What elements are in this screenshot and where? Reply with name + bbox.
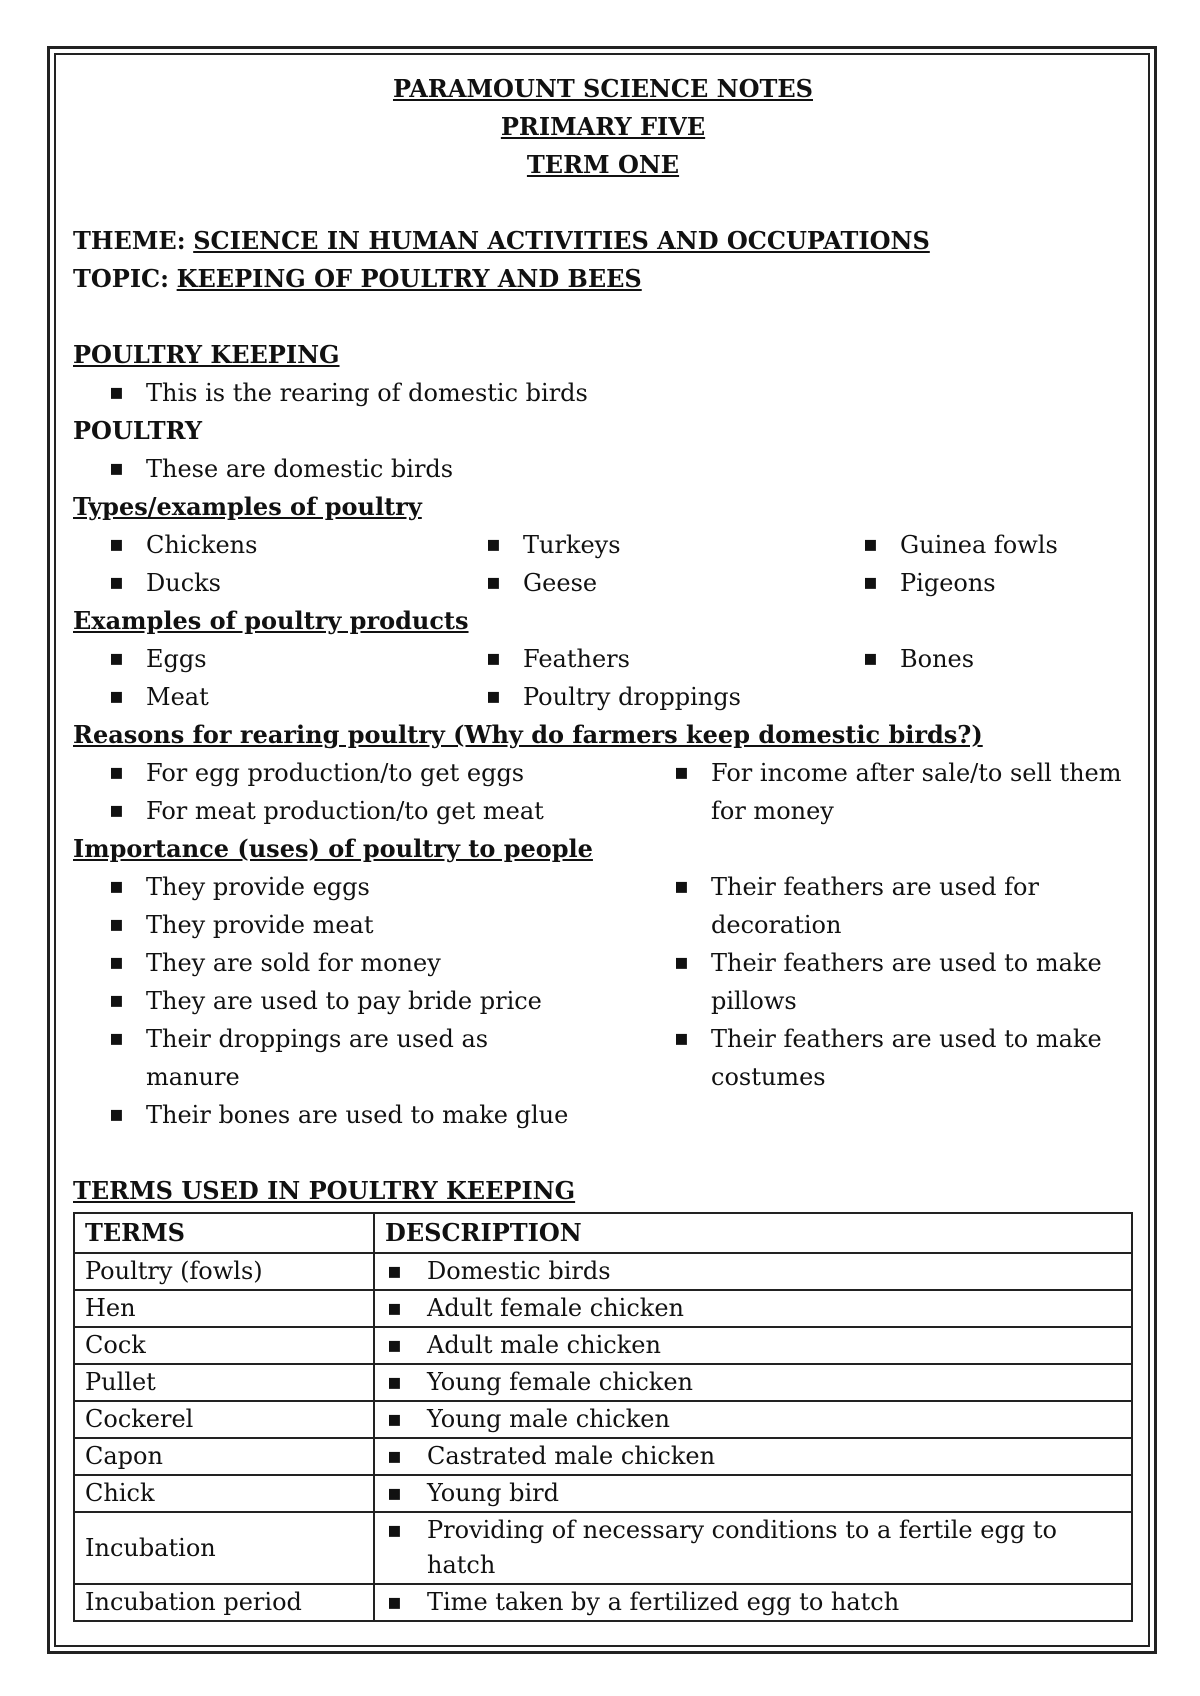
poultry-heading: POULTRY: [73, 416, 202, 445]
list-item: ▪ Meat: [73, 678, 450, 716]
table-row: [74, 1290, 1132, 1327]
list-item: ▪ For egg production/to get eggs: [73, 754, 638, 792]
list-item: ▪ Guinea fowls: [827, 526, 1133, 564]
term-cell: Poultry (fowls): [74, 1253, 374, 1290]
term-cell: Cock: [74, 1327, 374, 1364]
list-item: ▪ Their feathers are used to make pillows: [638, 944, 1133, 1020]
products-list: [73, 640, 1133, 716]
doc-title: PARAMOUNT SCIENCE NOTES: [392, 74, 813, 103]
table-row: [74, 1512, 1132, 1584]
column-header-terms: TERMS: [74, 1213, 374, 1253]
list-item: ▪ Their feathers are used to make costumes: [638, 1020, 1133, 1096]
types-list: [73, 526, 1133, 602]
description-cell: ▪ Young female chicken: [374, 1364, 1132, 1401]
topic-value: KEEPING OF POULTRY AND BEES: [176, 264, 642, 293]
list-item: ▪ Chickens: [73, 526, 450, 564]
list-item: ▪ For income after sale/to sell them for money: [638, 754, 1133, 830]
importance-heading: Importance (uses) of poultry to people: [73, 834, 593, 863]
term-cell: Hen: [74, 1290, 374, 1327]
term-cell: Pullet: [74, 1364, 374, 1401]
terms-heading: TERMS USED IN POULTRY KEEPING: [73, 1176, 576, 1205]
term-cell: Cockerel: [74, 1401, 374, 1438]
list-item: ▪ Pigeons: [827, 564, 1133, 602]
term-cell: Incubation: [74, 1512, 374, 1584]
table-row: [74, 1364, 1132, 1401]
list-item: ▪ Their feathers are used for decoration: [638, 868, 1133, 944]
description-cell: ▪ Young bird: [374, 1475, 1132, 1512]
column-header-description: DESCRIPTION: [374, 1213, 1132, 1253]
description-cell: ▪ Providing of necessary conditions to a fertile egg to hatch: [374, 1512, 1132, 1584]
list-item: ▪ Feathers: [450, 640, 827, 678]
list-item: ▪ Poultry droppings: [450, 678, 827, 716]
list-item: ▪ Geese: [450, 564, 827, 602]
reasons-list: [73, 754, 1133, 830]
list-item: ▪ They provide meat: [73, 906, 638, 944]
list-item: ▪ They are used to pay bride price: [73, 982, 638, 1020]
list-item: ▪ Bones: [827, 640, 1133, 678]
term-cell: Capon: [74, 1438, 374, 1475]
term-cell: Incubation period: [74, 1584, 374, 1621]
description-cell: ▪ Domestic birds: [374, 1253, 1132, 1290]
list-item: ▪ For meat production/to get meat: [73, 792, 638, 830]
table-header-row: [74, 1213, 1132, 1253]
theme-label: THEME:: [73, 226, 186, 255]
topic-line: [73, 260, 1133, 298]
table-row: [74, 1327, 1132, 1364]
poultry-definition: ▪ These are domestic birds: [73, 450, 1133, 488]
table-row: [74, 1584, 1132, 1621]
table-row: [74, 1253, 1132, 1290]
list-item: ▪ They provide eggs: [73, 868, 638, 906]
importance-list: [73, 868, 1133, 1134]
poultry-keeping-definition: ▪ This is the rearing of domestic birds: [73, 374, 1133, 412]
topic-label: TOPIC:: [73, 264, 169, 293]
description-cell: ▪ Young male chicken: [374, 1401, 1132, 1438]
table-row: [74, 1438, 1132, 1475]
list-item: ▪ Ducks: [73, 564, 450, 602]
description-cell: ▪ Castrated male chicken: [374, 1438, 1132, 1475]
doc-term: TERM ONE: [526, 150, 680, 179]
poultry-keeping-heading: POULTRY KEEPING: [73, 340, 340, 369]
list-item: ▪ Their droppings are used as manure: [73, 1020, 526, 1096]
doc-class: PRIMARY FIVE: [500, 112, 706, 141]
list-item: ▪ Eggs: [73, 640, 450, 678]
reasons-heading: Reasons for rearing poultry (Why do farmers keep domestic birds?): [73, 720, 983, 749]
theme-value: SCIENCE IN HUMAN ACTIVITIES AND OCCUPATIONS: [193, 226, 930, 255]
terms-table: [73, 1212, 1133, 1622]
list-item: ▪ Turkeys: [450, 526, 827, 564]
table-row: [74, 1475, 1132, 1512]
list-item: ▪ Their bones are used to make glue: [73, 1096, 638, 1134]
products-heading: Examples of poultry products: [73, 606, 469, 635]
term-cell: Chick: [74, 1475, 374, 1512]
table-row: [74, 1401, 1132, 1438]
types-heading: Types/examples of poultry: [73, 492, 422, 521]
theme-line: [73, 222, 1133, 260]
description-cell: ▪ Time taken by a fertilized egg to hatch: [374, 1584, 1132, 1621]
list-item: ▪ They are sold for money: [73, 944, 638, 982]
document-body: [73, 70, 1133, 1622]
description-cell: ▪ Adult male chicken: [374, 1327, 1132, 1364]
description-cell: ▪ Adult female chicken: [374, 1290, 1132, 1327]
